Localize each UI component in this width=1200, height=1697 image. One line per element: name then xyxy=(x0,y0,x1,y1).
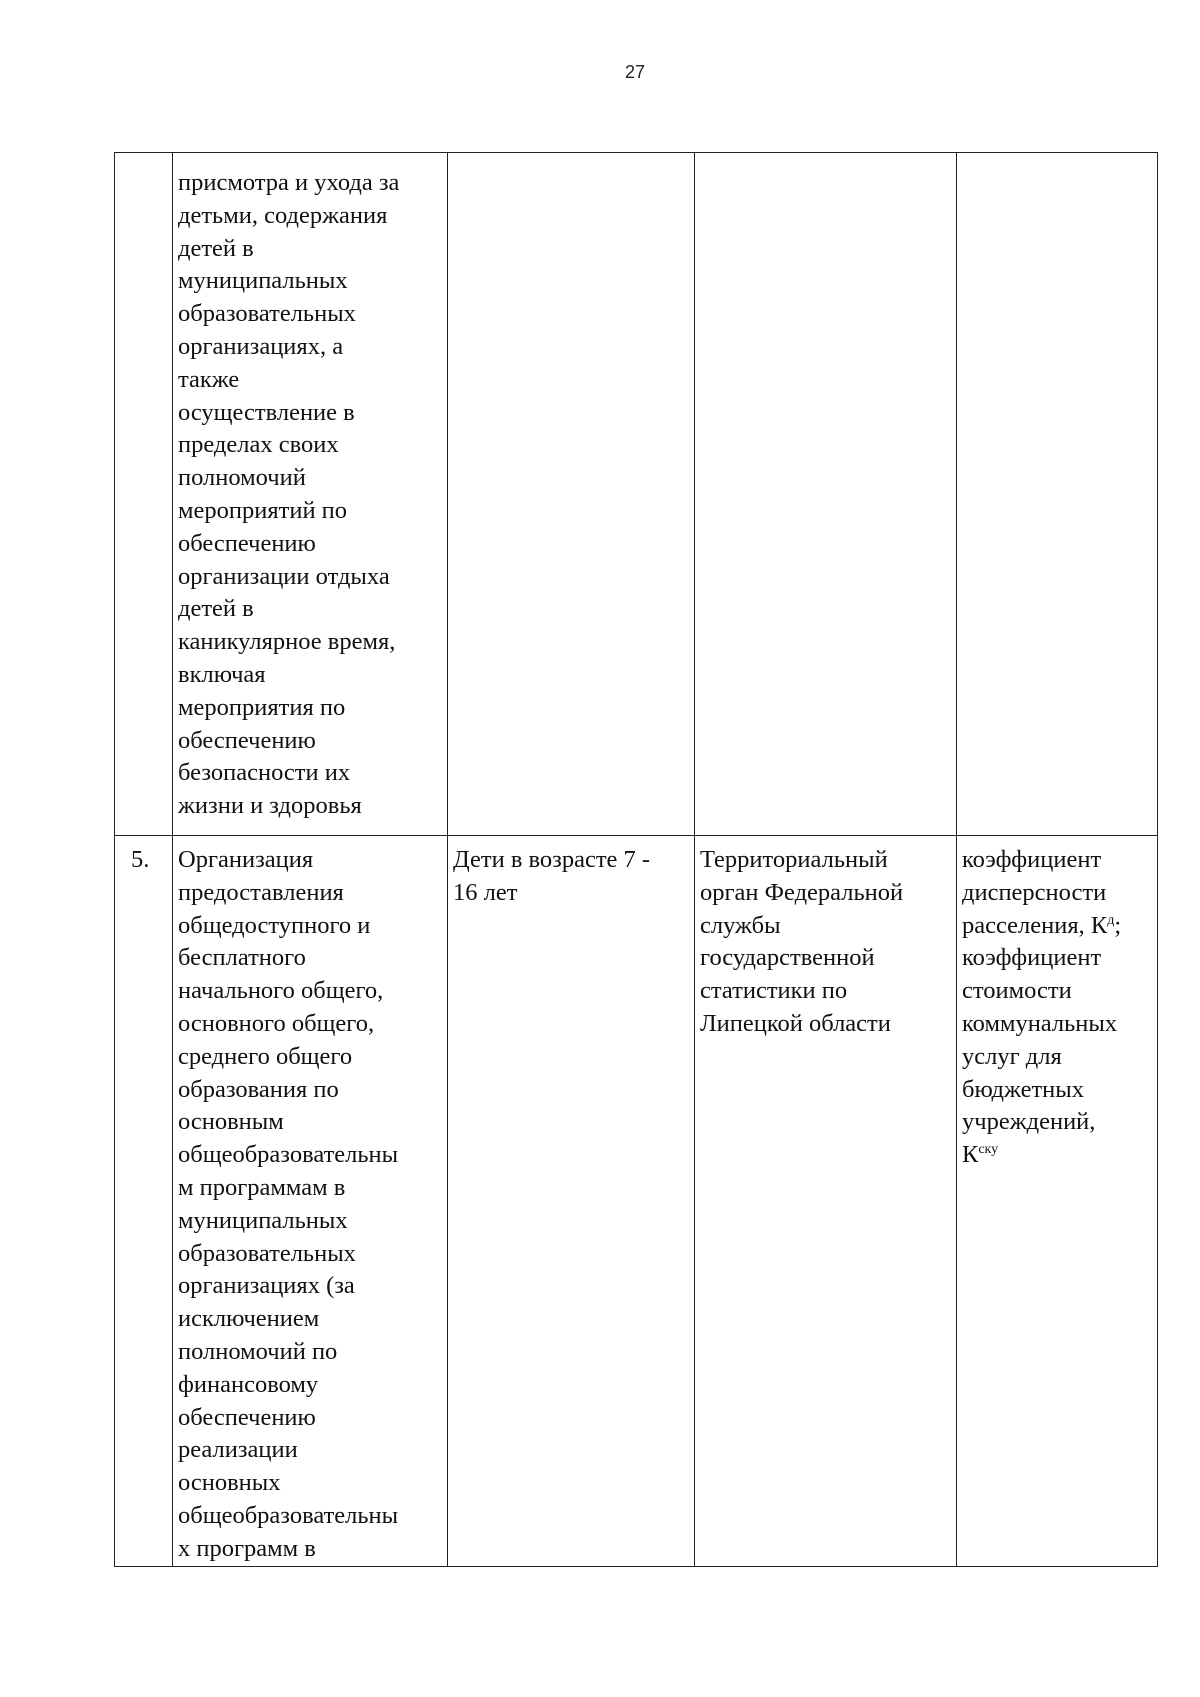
allocation-table xyxy=(114,152,1158,1567)
table-row xyxy=(115,836,1158,1567)
data-source-cell xyxy=(695,153,957,836)
table-row xyxy=(115,153,1158,836)
consumers-cell: Дети в возрасте 7 - 16 лет xyxy=(448,836,695,1567)
data-source-cell: Территориальный орган Федеральной службы государственной статистики по Липецкой области xyxy=(695,836,957,1567)
coefficients-cell xyxy=(957,836,1158,1567)
page-number: 27 xyxy=(624,62,646,82)
consumers-cell xyxy=(448,153,695,836)
row-number-cell: 5. xyxy=(115,836,173,1567)
coefficients-cell xyxy=(957,153,1158,836)
service-cell: присмотра и ухода за детьми, содержания детей в муниципальных образовательных организациях, а также осуществление в пределах своих полномочий мероприятий по обеспечению организации отдыха детей в каникулярное время, включая мероприятия по обеспечению безопасности их жизни и здоровья xyxy=(173,153,448,836)
row-number-cell xyxy=(115,153,173,836)
coefficient-superscript: д xyxy=(1107,912,1115,928)
service-cell: Организация предоставления общедоступного и бесплатного начального общего, основного общего, среднего общего образования по основным общеобразовательны м программам в муниципальных образовательных организациях (за исключением полномочий по финансовому обеспечению реализации основных общеобразовательны х программ в xyxy=(173,836,448,1567)
coefficient-text: коэффициент дисперсности расселения, К xyxy=(962,846,1108,939)
coefficient-text: ; коэффициент стоимости коммунальных услуг для бюджетных учреждений, К xyxy=(962,911,1122,1169)
coefficient-superscript: ску xyxy=(978,1142,999,1158)
